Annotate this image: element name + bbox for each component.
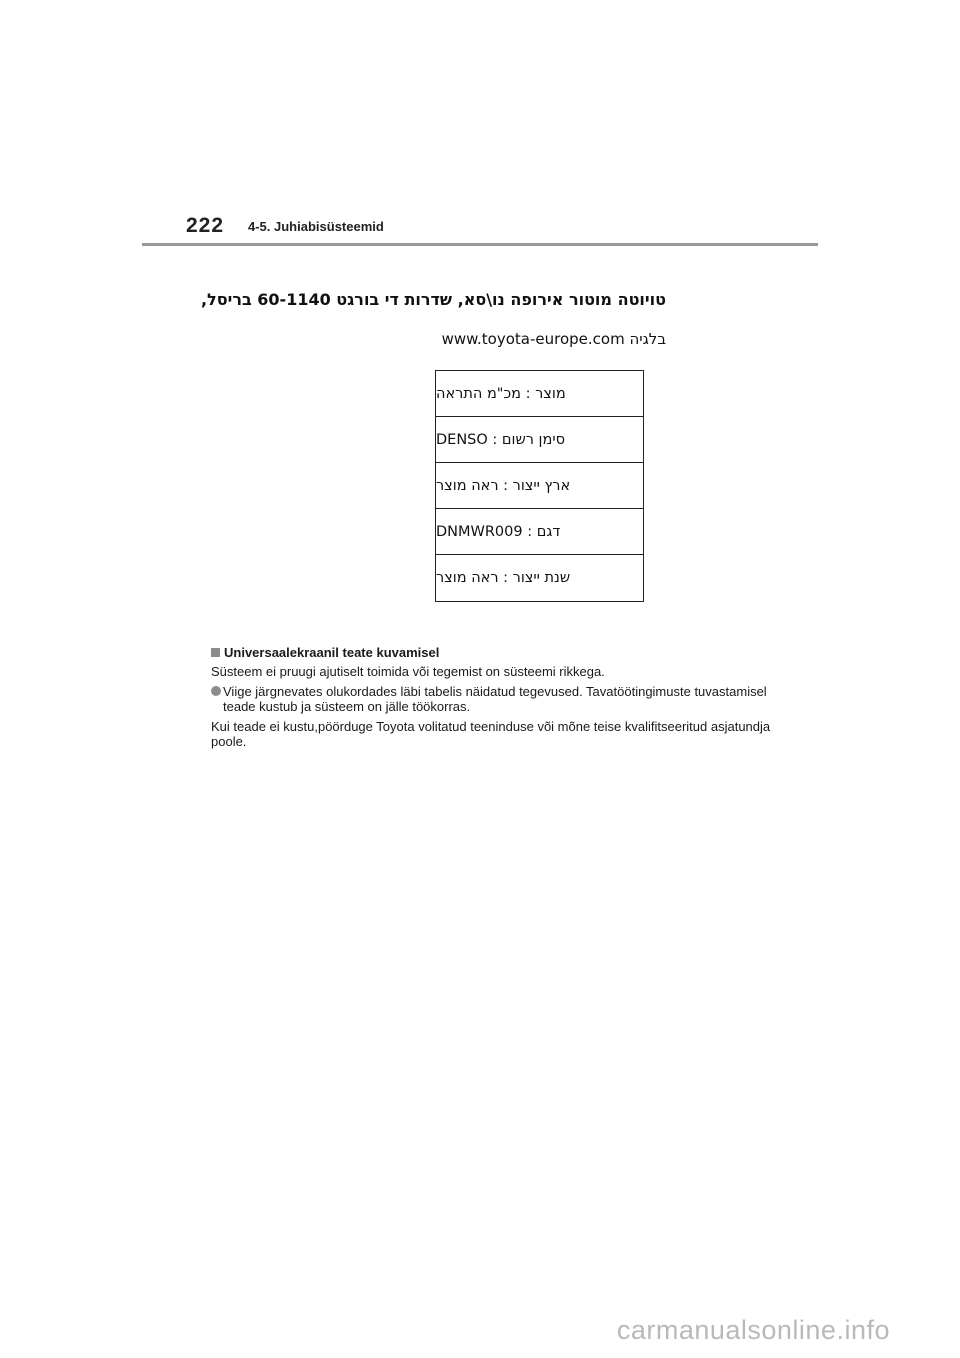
label-row-text: סימן רשום : DENSO bbox=[436, 431, 565, 448]
section-title: 4-5. Juhiabisüsteemid bbox=[248, 219, 384, 234]
label-row bbox=[436, 555, 643, 601]
square-bullet-icon bbox=[211, 648, 220, 657]
paragraph: Süsteem ei pruugi ajutiselt toimida või tegemist on süsteemi rikkega. bbox=[211, 664, 605, 679]
hebrew-address-line-1: טויוטה מוטור אירופה נו\סא, שדרות די בורגט 60-1140 בריסל, bbox=[200, 290, 666, 309]
watermark: carmanualsonline.info bbox=[616, 1315, 890, 1345]
section-subhead bbox=[211, 645, 771, 660]
label-row-text: מוצר : מכ"מ התראה bbox=[436, 385, 566, 402]
label-row-text: ארץ ייצור : ראה מוצר bbox=[436, 477, 571, 494]
bullet-item bbox=[211, 684, 771, 714]
body-section bbox=[211, 645, 771, 754]
label-row bbox=[436, 509, 643, 555]
header-rule bbox=[142, 243, 818, 246]
label-row bbox=[436, 463, 643, 509]
hebrew-address-line-2: בלגיה www.toyota-europe.com bbox=[441, 330, 666, 348]
circle-bullet-icon bbox=[211, 686, 221, 696]
bullet-text: Viige järgnevates olukordades läbi tabelis näidatud tegevused. Tavatöötingimuste tuvastamisel teade kustub ja süsteem on jälle töökorras. bbox=[223, 684, 767, 714]
subhead-text: Universaalekraanil teate kuvamisel bbox=[224, 645, 440, 660]
label-row bbox=[436, 417, 643, 463]
label-row-text: שנת ייצור : ראה מוצר bbox=[436, 570, 571, 586]
paragraph: Kui teade ei kustu,pöörduge Toyota volitatud teeninduse või mõne teise kvalifitseeritud asjatundja poole. bbox=[211, 719, 771, 749]
label-row bbox=[436, 371, 643, 417]
page-number: 222 bbox=[186, 214, 225, 237]
product-label-table bbox=[435, 370, 644, 602]
label-row-text: דגם : DNMWR009 bbox=[436, 523, 561, 540]
